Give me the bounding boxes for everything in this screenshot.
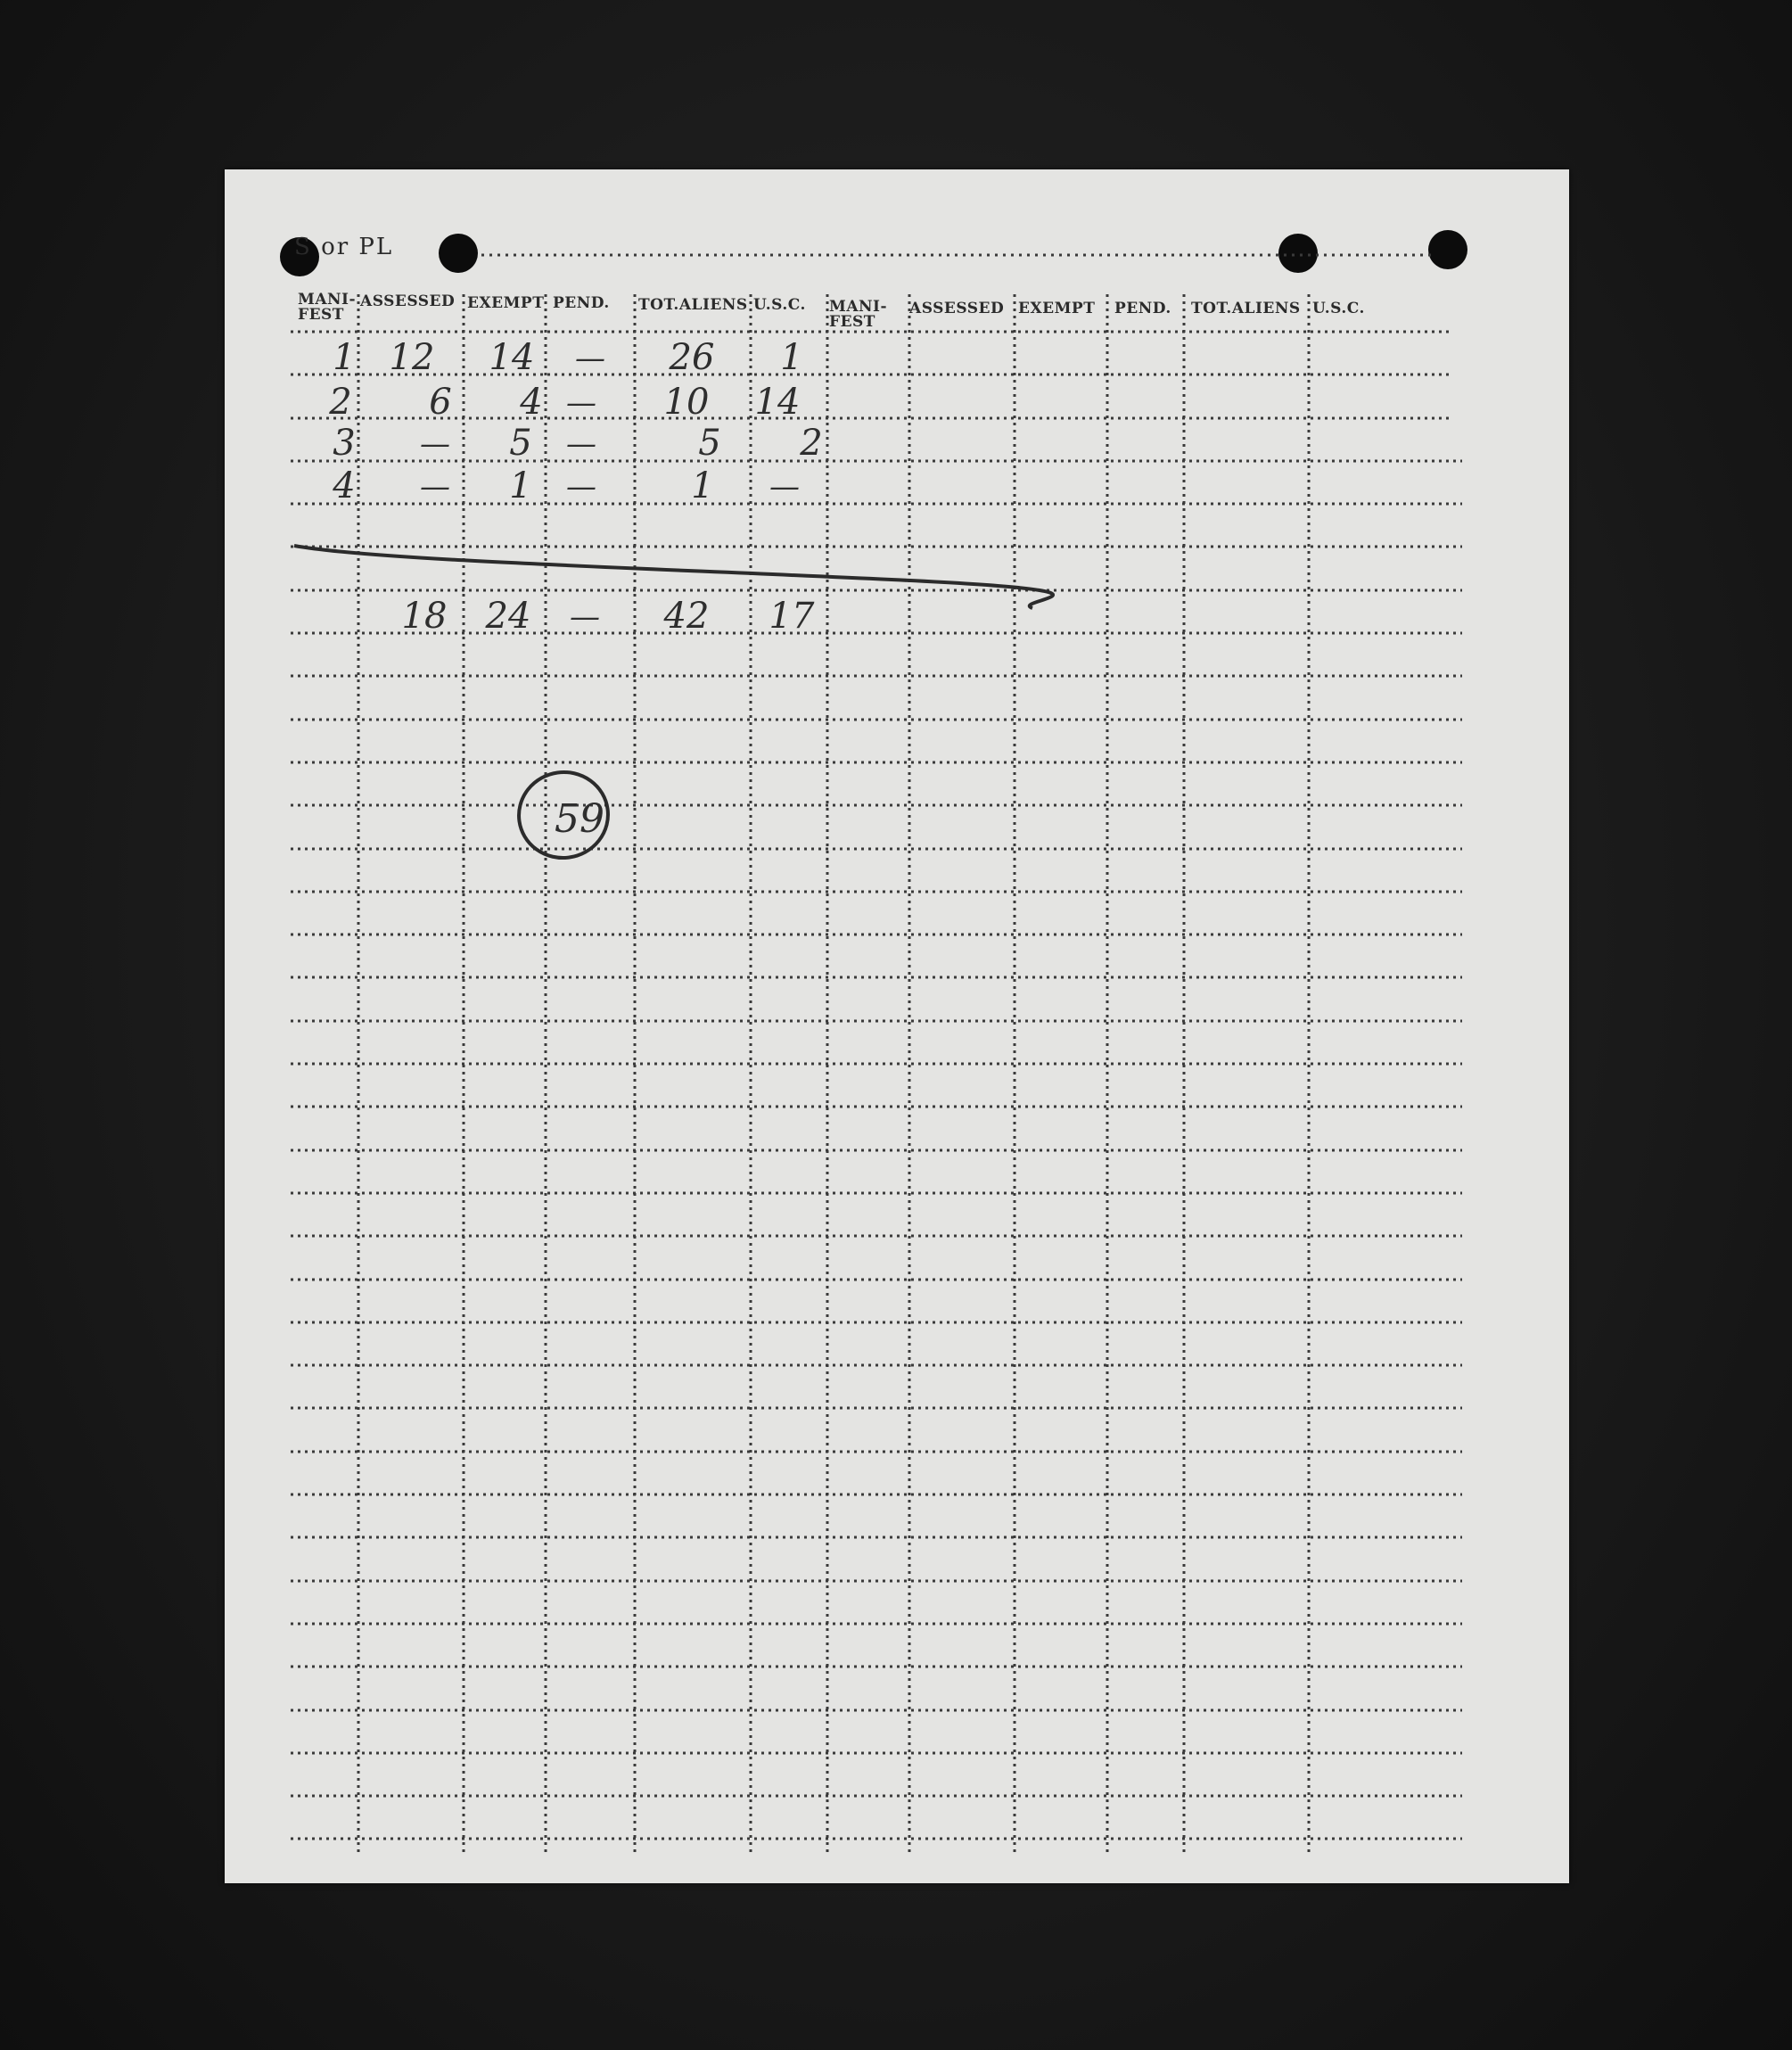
entry-manifest: 3 <box>333 423 356 464</box>
header-assessed-right: ASSESSED <box>909 300 1005 317</box>
entry-assessed: — <box>420 469 450 505</box>
entry-exempt: 14 <box>489 337 535 378</box>
entry-assessed: 12 <box>389 337 435 378</box>
entry-assessed: 6 <box>429 382 452 423</box>
total-exempt: 24 <box>485 596 531 637</box>
entry-tot-aliens: 1 <box>691 465 714 506</box>
header-assessed: ASSESSED <box>360 292 456 310</box>
header-tot-aliens: TOT.ALIENS <box>638 296 748 314</box>
circled-note: 59 <box>555 795 604 842</box>
entry-usc: 1 <box>780 337 803 378</box>
header-manifest: MANI- FEST <box>298 291 357 324</box>
entry-pend: — <box>575 341 605 376</box>
entry-tot-aliens: 5 <box>698 423 721 464</box>
entry-pend: — <box>566 385 596 421</box>
entry-exempt: 5 <box>509 423 532 464</box>
entry-tot-aliens: 26 <box>669 337 715 378</box>
entry-usc: 2 <box>800 423 823 464</box>
total-usc: 17 <box>769 596 815 637</box>
entry-pend: — <box>566 469 596 505</box>
form-type-label: S or PL <box>294 234 394 260</box>
header-usc-right: U.S.C. <box>1312 300 1365 317</box>
entry-exempt: 1 <box>509 465 532 506</box>
header-pend: PEND. <box>553 294 610 312</box>
entry-usc: — <box>769 469 800 505</box>
entry-manifest: 1 <box>333 337 356 378</box>
total-tot-aliens: 42 <box>663 596 710 637</box>
header-tot-aliens-right: TOT.ALIENS <box>1191 300 1301 317</box>
entry-exempt: 4 <box>520 382 543 423</box>
entry-assessed: — <box>420 426 450 462</box>
entry-usc: 14 <box>754 382 801 423</box>
total-pend: — <box>570 599 600 635</box>
header-exempt-right: EXEMPT <box>1018 300 1096 317</box>
header-exempt: EXEMPT <box>467 294 545 312</box>
entry-tot-aliens: 10 <box>663 382 710 423</box>
total-assessed: 18 <box>401 596 448 637</box>
entry-manifest: 2 <box>329 382 352 423</box>
entry-pend: — <box>566 426 596 462</box>
entry-manifest: 4 <box>333 465 356 506</box>
header-usc: U.S.C. <box>753 296 806 314</box>
header-pend-right: PEND. <box>1114 300 1171 317</box>
header-manifest-right: MANI- FEST <box>829 298 888 331</box>
